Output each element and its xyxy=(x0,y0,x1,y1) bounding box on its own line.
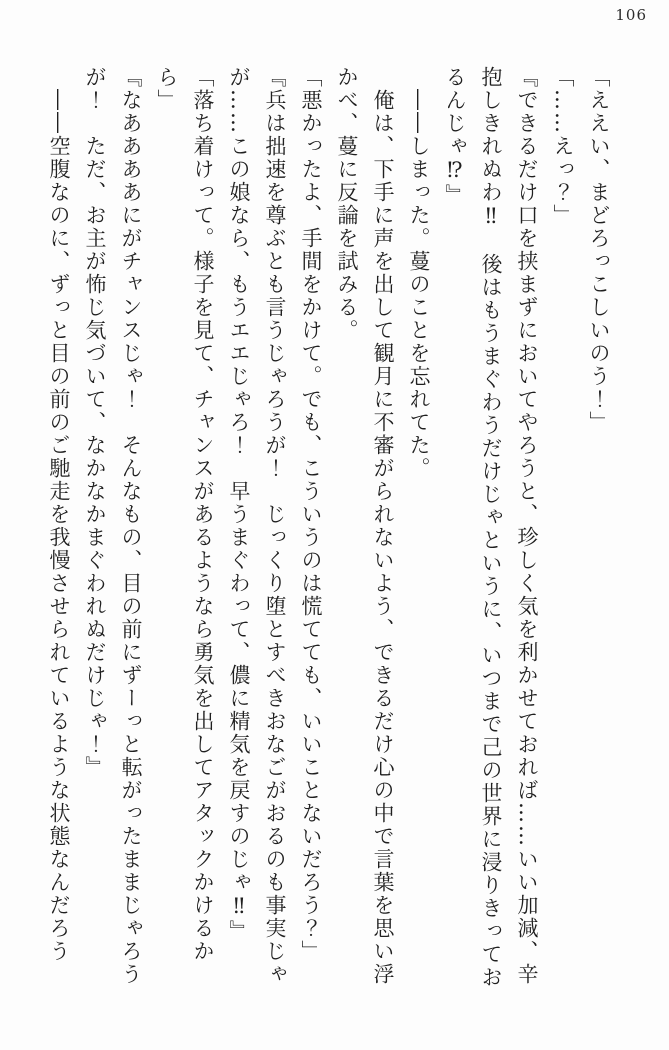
paragraph: 俺は、下手に声を出して観月に不審がられないよう、できるだけ心の中で言葉を思い浮かべ、蔓に反論を試みる。 xyxy=(335,66,395,986)
vertical-text-body xyxy=(39,66,617,994)
paragraph: ――しまった。蔓のことを忘れてた。 xyxy=(407,89,431,480)
paragraph: 「落ち着けって。様子を見て、チャンスがあるようなら勇気を出してアタックかけるから」 xyxy=(155,66,215,963)
paragraph: 『できるだけ口を挟まずにおいてやろうと、珍しく気を利かせておれば……いい加減、辛抱しきれぬわ‼ 後はもうまぐわうだけじゃというに、いつまで己の世界に浸りきっておるんじゃ⁉』 xyxy=(443,66,539,989)
paragraph: 「ええい、まどろっこしいのう！」 xyxy=(587,66,611,434)
paragraph: 「……えっ？」 xyxy=(551,66,575,227)
paragraph: 『兵は拙速を尊ぶとも言うじゃろうが！ じっくり堕とすべきおなごがおるのも事実じゃが……この娘なら、もうエエじゃろ！ 早うまぐわって、儂に精気を戻すのじゃ‼』 xyxy=(227,66,287,986)
page-number: 106 xyxy=(615,6,647,24)
paragraph: ――空腹なのに、ずっと目の前のご馳走を我慢させられているような状態なんだろう xyxy=(47,89,71,963)
paragraph: 『なああああにがチャンスじゃ！ そんなもの、目の前にずーっと転がったままじゃろうが！ ただ、お主が怖じ気づいて、なかなかまぐわれぬだけじゃ！』 xyxy=(83,66,143,986)
paragraph: 「悪かったよ、手間をかけて。でも、こういうのは慌てても、いいことないだろう？」 xyxy=(299,66,323,963)
